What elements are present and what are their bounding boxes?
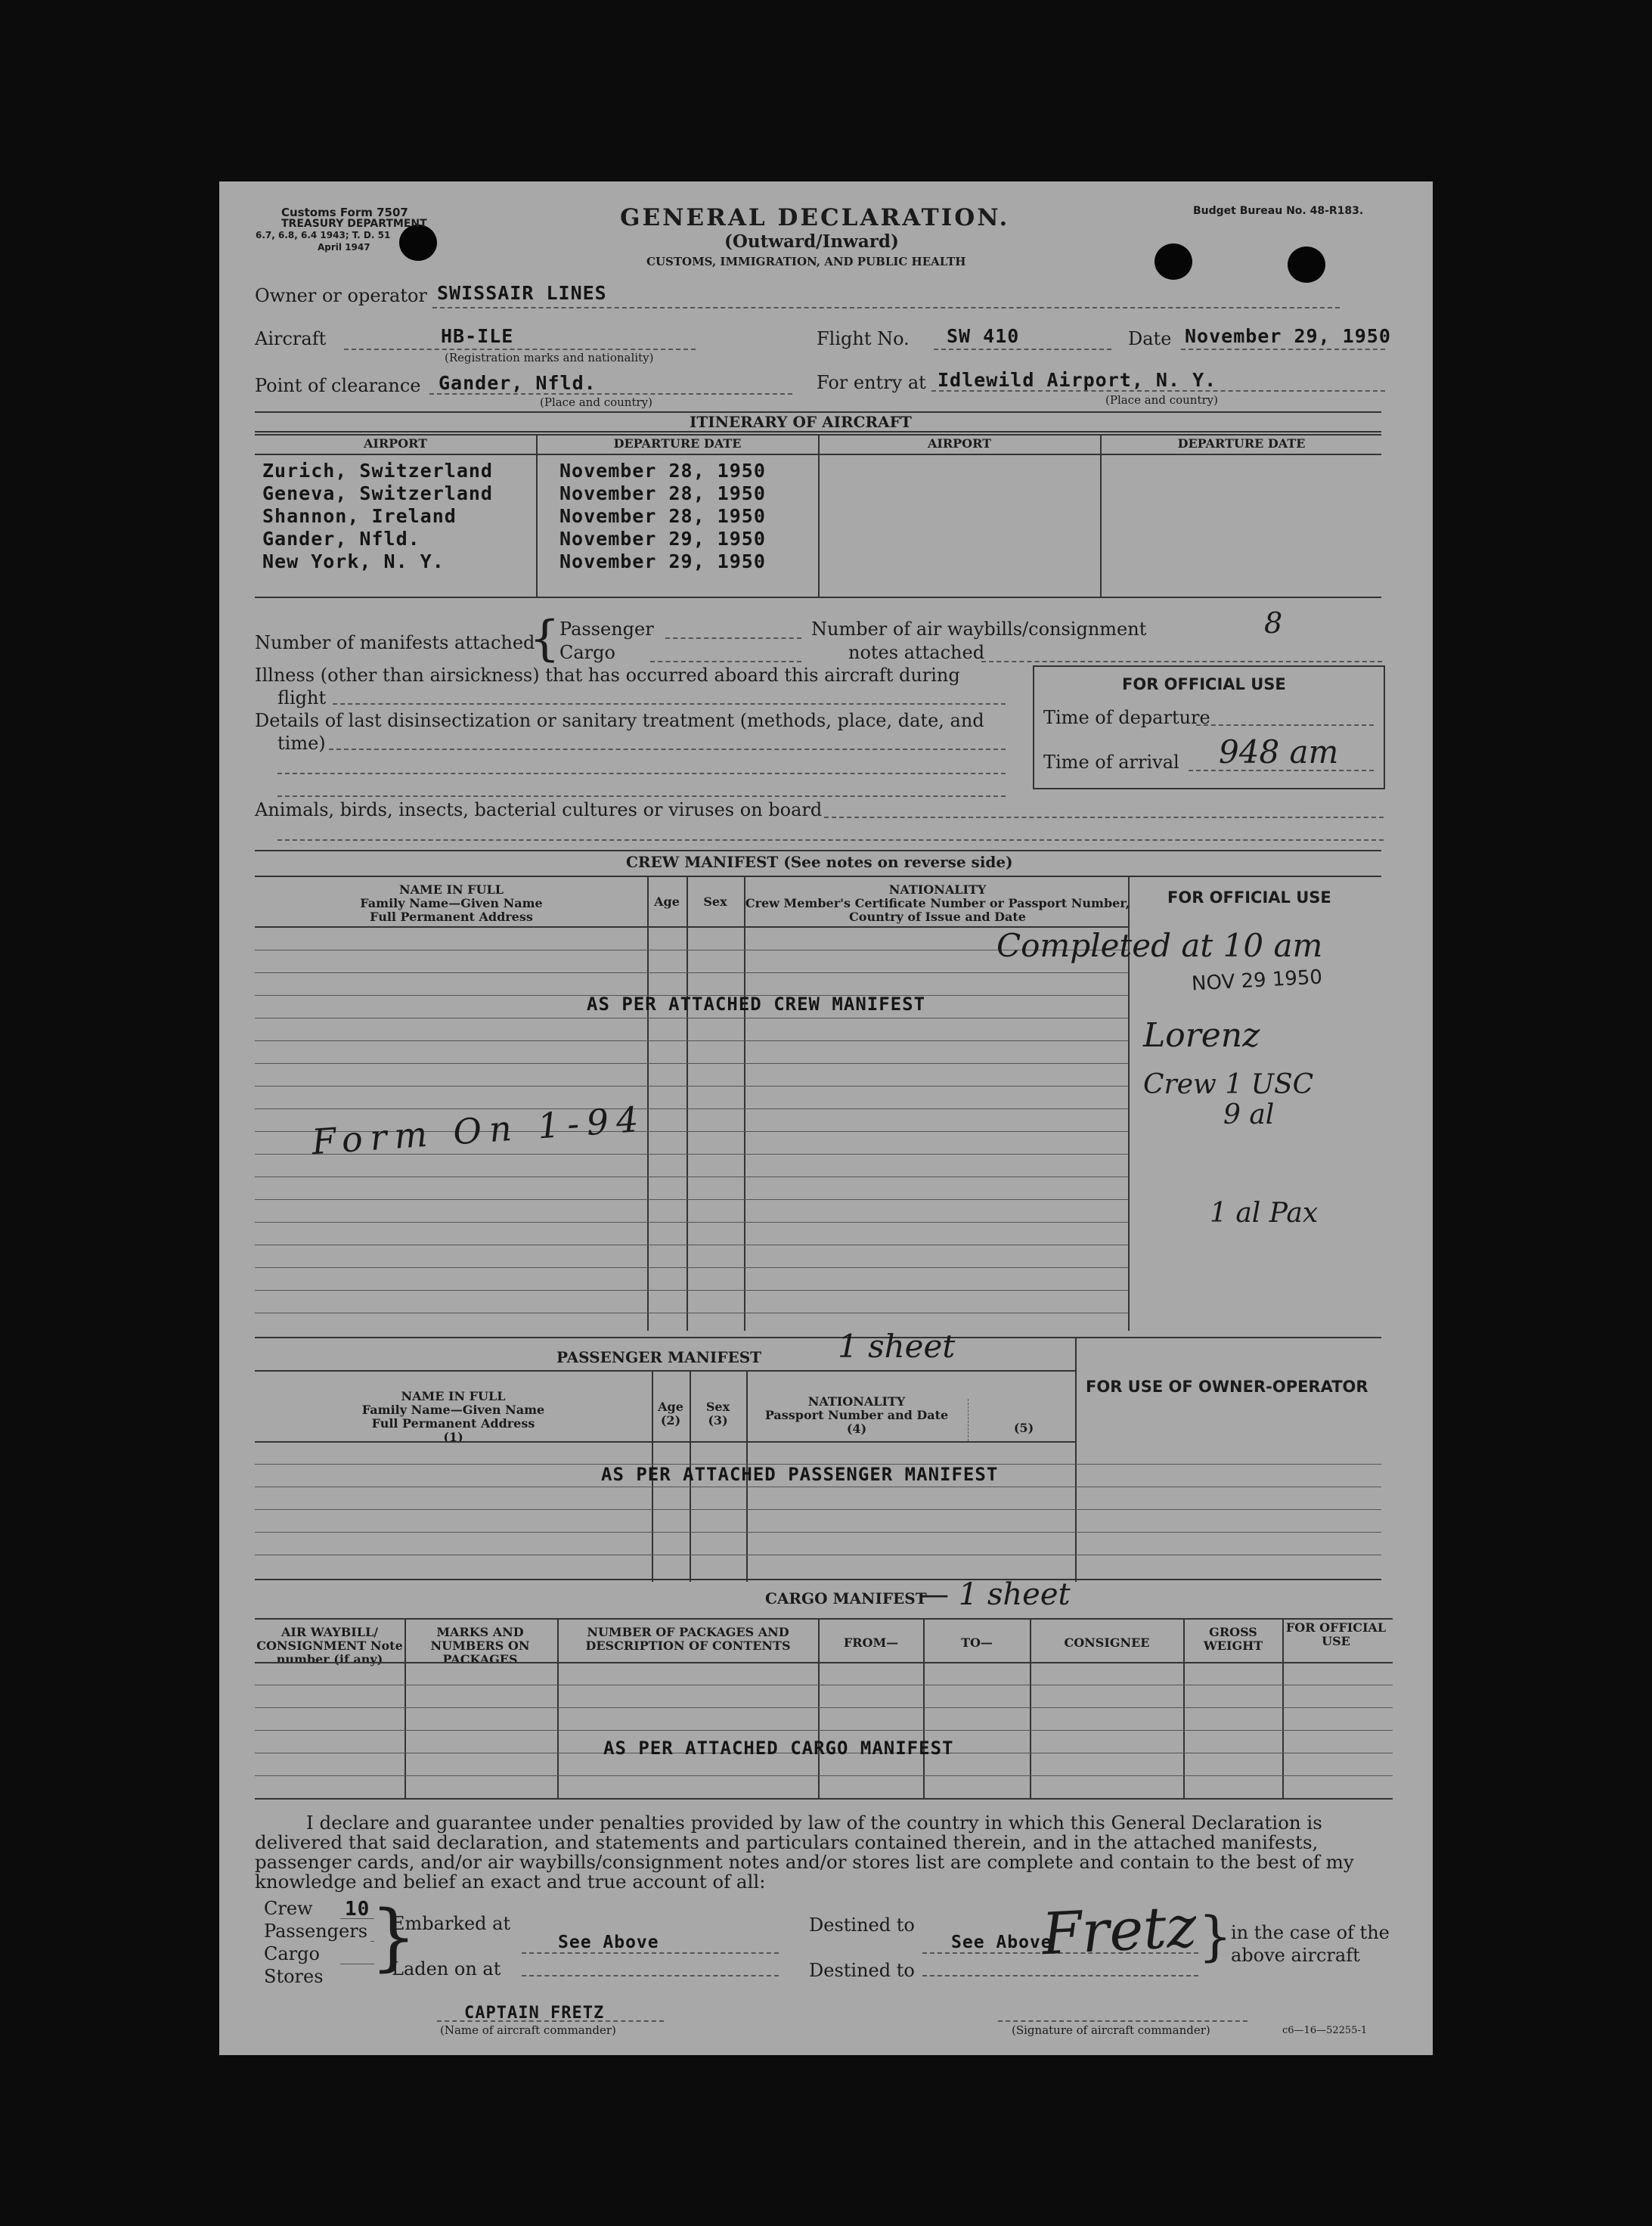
clearance-note: (Place and country) xyxy=(540,395,652,409)
passenger-title: PASSENGER MANIFEST xyxy=(556,1348,762,1366)
waybills-value: 8 xyxy=(1264,606,1283,640)
itinerary-col-departure-2: DEPARTURE DATE xyxy=(1177,436,1306,451)
embarked-value: See Above xyxy=(558,1933,659,1952)
official-use-title: FOR OFFICIAL USE xyxy=(1122,675,1286,693)
itinerary-airport: Gander, Nfld. xyxy=(262,528,420,550)
form-subtitle-2: CUSTOMS, IMMIGRATION, AND PUBLIC HEALTH xyxy=(646,255,966,268)
itinerary-date: November 29, 1950 xyxy=(559,550,766,572)
stores-count-label: Stores xyxy=(264,1966,324,1987)
entry-label: For entry at xyxy=(817,372,926,393)
illness-label-2: flight xyxy=(277,687,327,708)
crew-col-sex: Sex xyxy=(703,894,727,909)
passengers-count-label: Passengers xyxy=(264,1921,368,1942)
official-note: Crew 1 USC xyxy=(1143,1069,1314,1100)
passenger-col-sex: Sex (3) xyxy=(705,1400,730,1428)
crew-col-age: Age xyxy=(654,894,680,909)
arrival-time-value: 948 am xyxy=(1219,733,1339,770)
destined-2-label: Destined to xyxy=(809,1960,915,1981)
itinerary-airport: Zurich, Switzerland xyxy=(262,460,493,482)
clearance-value: Gander, Nfld. xyxy=(439,372,597,394)
waybills-label: Number of air waybills/consignment xyxy=(811,619,1147,640)
itinerary-col-departure: DEPARTURE DATE xyxy=(613,436,742,451)
commander-name-label: (Name of aircraft commander) xyxy=(440,2023,616,2037)
disinsect-label: Details of last disinsectization or sanitary treatment (methods, place, date, and xyxy=(255,710,984,731)
disinsect-label-2: time) xyxy=(277,733,326,754)
form-id: Customs Form 7507 xyxy=(281,206,408,219)
passenger-col-nationality: NATIONALITY Passport Number and Date (4) xyxy=(764,1394,949,1436)
punch-hole xyxy=(1155,243,1192,280)
form-subtitle: (Outward/Inward) xyxy=(724,231,899,252)
declaration-text: I declare and guarantee under penalties provided by law of the country in which this General Declaration is delivered that said declaration, and statements and particulars contained therein, and in the attached manifests, passenger cards, and/or air waybills/consignment notes and/or stores list are complete and contain to the best of my knowledge and belief an exact and true account of all: xyxy=(255,1812,1354,1893)
itinerary-date: November 28, 1950 xyxy=(559,505,766,527)
crew-count-label: Crew xyxy=(264,1898,313,1919)
owner-operator-title: FOR USE OF OWNER-OPERATOR xyxy=(1086,1378,1368,1396)
passenger-stamp: AS PER ATTACHED PASSENGER MANIFEST xyxy=(601,1464,999,1485)
itinerary-date: November 28, 1950 xyxy=(559,460,766,482)
date-value: November 29, 1950 xyxy=(1185,325,1391,347)
itinerary-title: ITINERARY OF AIRCRAFT xyxy=(690,413,912,431)
official-note: 9 al xyxy=(1223,1099,1275,1130)
punch-hole xyxy=(1288,246,1325,283)
brace: } xyxy=(370,1895,417,1980)
clearance-line xyxy=(429,393,792,395)
crew-stamp: AS PER ATTACHED CREW MANIFEST xyxy=(587,994,926,1015)
manifest-passenger-label: Passenger xyxy=(559,619,654,640)
cargo-col-consignee: CONSIGNEE xyxy=(1064,1635,1150,1650)
case-label: in the case of the xyxy=(1231,1922,1390,1943)
manifests-label: Number of manifests attached xyxy=(255,632,535,653)
crew-handwritten-note: Form On 1-94 xyxy=(310,1098,647,1163)
itinerary-airport: Geneva, Switzerland xyxy=(262,482,493,504)
official-note: Completed at 10 am xyxy=(996,927,1323,964)
brace: { xyxy=(529,611,560,667)
crew-col-name: NAME IN FULL Family Name—Given Name Full Permanent Address xyxy=(360,882,543,924)
date-label: Date xyxy=(1128,328,1172,349)
manifest-cargo-label: Cargo xyxy=(559,642,615,663)
entry-line xyxy=(931,390,1385,392)
punch-hole xyxy=(399,225,437,261)
passenger-col-age: Age (2) xyxy=(658,1400,683,1428)
official-note: 1 al Pax xyxy=(1210,1198,1319,1229)
crew-col-official: FOR OFFICIAL USE xyxy=(1167,888,1331,907)
form-title: GENERAL DECLARATION. xyxy=(620,204,1010,231)
itinerary-airport: New York, N. Y. xyxy=(262,550,445,572)
animals-label: Animals, birds, insects, bacterial cultures or viruses on board xyxy=(255,799,823,820)
signature-label: (Signature of aircraft commander) xyxy=(1012,2023,1210,2037)
crew-title: CREW MANIFEST (See notes on reverse side) xyxy=(626,853,1013,871)
passenger-col-name: NAME IN FULL Family Name—Given Name Full Permanent Address (1) xyxy=(361,1389,545,1444)
destined-value: See Above xyxy=(951,1933,1052,1952)
commander-signature: Fretz xyxy=(1040,1892,1198,1968)
cargo-col-official: FOR OFFICIAL USE xyxy=(1285,1620,1387,1648)
cargo-col-from: FROM— xyxy=(843,1635,899,1650)
form-refs: 6.7, 6.8, 6.4 1943; T. D. 51 xyxy=(256,230,391,240)
itinerary-date: November 29, 1950 xyxy=(559,528,766,550)
case-label-2: above aircraft xyxy=(1231,1945,1360,1966)
flight-label: Flight No. xyxy=(817,328,910,349)
date-line xyxy=(1181,349,1385,350)
brace: } xyxy=(1198,1905,1232,1967)
cargo-col-waybill: AIR WAYBILL/ CONSIGNMENT Note number (if any) xyxy=(256,1625,403,1666)
cargo-stamp: AS PER ATTACHED CARGO MANIFEST xyxy=(603,1738,954,1759)
itinerary-col-airport-2: AIRPORT xyxy=(927,436,992,451)
crew-col-nationality: NATIONALITY Crew Member's Certificate Number or Passport Number, Country of Issue and Date xyxy=(745,882,1130,924)
form-date-ref: April 1947 xyxy=(318,242,370,253)
aircraft-value: HB-ILE xyxy=(441,325,514,347)
cargo-col-description: NUMBER OF PACKAGES AND DESCRIPTION OF CONTENTS xyxy=(585,1625,791,1653)
itinerary-airport: Shannon, Ireland xyxy=(262,505,457,527)
cargo-count-label: Cargo xyxy=(264,1943,320,1964)
commander-name: CAPTAIN FRETZ xyxy=(464,2004,605,2023)
itinerary-col-airport: AIRPORT xyxy=(363,436,428,451)
cargo-sheet-note: — 1 sheet xyxy=(919,1577,1071,1612)
flight-line xyxy=(934,349,1111,350)
official-signature: Lorenz xyxy=(1143,1016,1260,1055)
owner-label: Owner or operator xyxy=(255,285,427,306)
budget-number: Budget Bureau No. 48-R183. xyxy=(1193,205,1364,217)
entry-note: (Place and country) xyxy=(1105,393,1218,407)
destined-label: Destined to xyxy=(809,1914,915,1936)
print-code: c6—16—52255-1 xyxy=(1282,2025,1368,2036)
aircraft-label: Aircraft xyxy=(255,328,327,349)
laden-label: Laden on at xyxy=(392,1958,501,1980)
passenger-sheet-note: 1 sheet xyxy=(838,1328,956,1365)
departure-time-label: Time of departure xyxy=(1043,707,1210,728)
embarked-label: Embarked at xyxy=(392,1913,511,1934)
aircraft-line xyxy=(344,349,696,350)
arrival-time-label: Time of arrival xyxy=(1043,752,1179,773)
illness-label: Illness (other than airsickness) that has occurred aboard this aircraft during xyxy=(255,665,960,686)
passenger-col-5: (5) xyxy=(1013,1421,1034,1435)
date-stamp: NOV 29 1950 xyxy=(1191,966,1323,996)
itinerary-date: November 28, 1950 xyxy=(559,482,766,504)
cargo-col-weight: GROSS WEIGHT xyxy=(1203,1625,1263,1653)
waybills-label-2: notes attached xyxy=(848,642,985,663)
clearance-label: Point of clearance xyxy=(255,375,421,396)
owner-value: SWISSAIR LINES xyxy=(437,282,607,304)
cargo-title: CARGO MANIFEST xyxy=(765,1589,927,1607)
department: TREASURY DEPARTMENT xyxy=(281,218,427,230)
aircraft-note: (Registration marks and nationality) xyxy=(445,351,654,364)
cargo-col-to: TO— xyxy=(961,1635,993,1650)
crew-count-value: 10 xyxy=(345,1898,370,1921)
owner-line xyxy=(432,307,1340,308)
cargo-col-marks: MARKS AND NUMBERS ON PACKAGES xyxy=(430,1625,530,1666)
entry-value: Idlewild Airport, N. Y. xyxy=(938,369,1217,391)
flight-value: SW 410 xyxy=(947,325,1020,347)
